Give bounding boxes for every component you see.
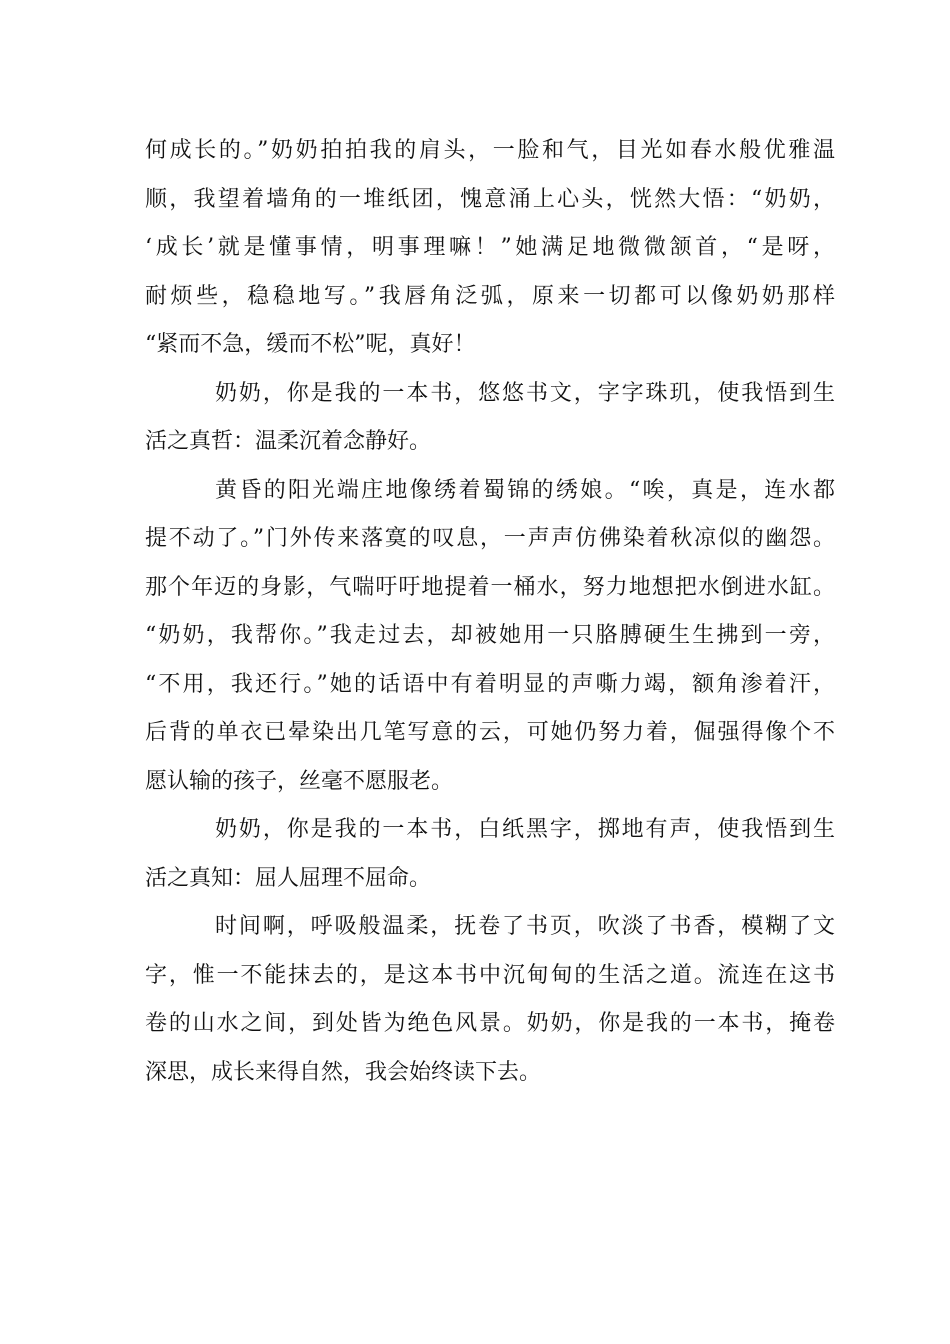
text-line: ‘成长’就是懂事情，明事理嘛！”她满足地微微颔首，“是呀， (145, 235, 835, 260)
text-line: 提不动了。”门外传来落寞的叹息，一声声仿佛染着秋凉似的幽怨。 (145, 526, 835, 551)
paragraph-first-line: 奶奶，你是我的一本书，白纸黑字，掷地有声，使我悟到生 (215, 817, 835, 842)
text-line: 字，惟一不能抹去的，是这本书中沉甸甸的生活之道。流连在这书 (145, 962, 835, 988)
text-line: 耐烦些，稳稳地写。”我唇角泛弧，原来一切都可以像奶奶那样 (145, 283, 835, 309)
text-line: 卷的山水之间，到处皆为绝色风景。奶奶，你是我的一本书，掩卷 (145, 1011, 835, 1036)
text-line: “紧而不急，缓而不松”呢，真好！ (145, 332, 476, 357)
text-line: 那个年迈的身影，气喘吁吁地提着一桶水，努力地想把水倒进水缸。 (145, 574, 835, 600)
paragraph-first-line: 时间啊，呼吸般温柔，抚卷了书页，吹淡了书香，模糊了文 (215, 914, 835, 939)
text-line: “奶奶，我帮你。”我走过去，却被她用一只胳膊硬生生拂到一旁， (145, 623, 835, 648)
essay-body (145, 127, 835, 1097)
paragraph-first-line: 奶奶，你是我的一本书，悠悠书文，字字珠玑，使我悟到生 (215, 380, 835, 406)
text-line: 何成长的。”奶奶拍拍我的肩头，一脸和气，目光如春水般优雅温 (145, 138, 835, 163)
text-line: 活之真知：屈人屈理不屈命。 (145, 865, 432, 891)
text-line: 深思，成长来得自然，我会始终读下去。 (145, 1059, 542, 1085)
text-line: 顺，我望着墙角的一堆纸团，愧意涌上心头，恍然大悟：“奶奶， (145, 186, 835, 212)
paragraph-first-line: 黄昏的阳光端庄地像绣着蜀锦的绣娘。“唉，真是，连水都 (215, 477, 835, 503)
text-line: “不用，我还行。”她的话语中有着明显的声嘶力竭，额角渗着汗， (145, 671, 835, 697)
text-line: 后背的单衣已晕染出几笔写意的云，可她仍努力着，倔强得像个不 (145, 720, 835, 745)
text-line: 愿认输的孩子，丝毫不愿服老。 (145, 768, 454, 794)
text-line: 活之真哲：温柔沉着念静好。 (145, 429, 432, 454)
